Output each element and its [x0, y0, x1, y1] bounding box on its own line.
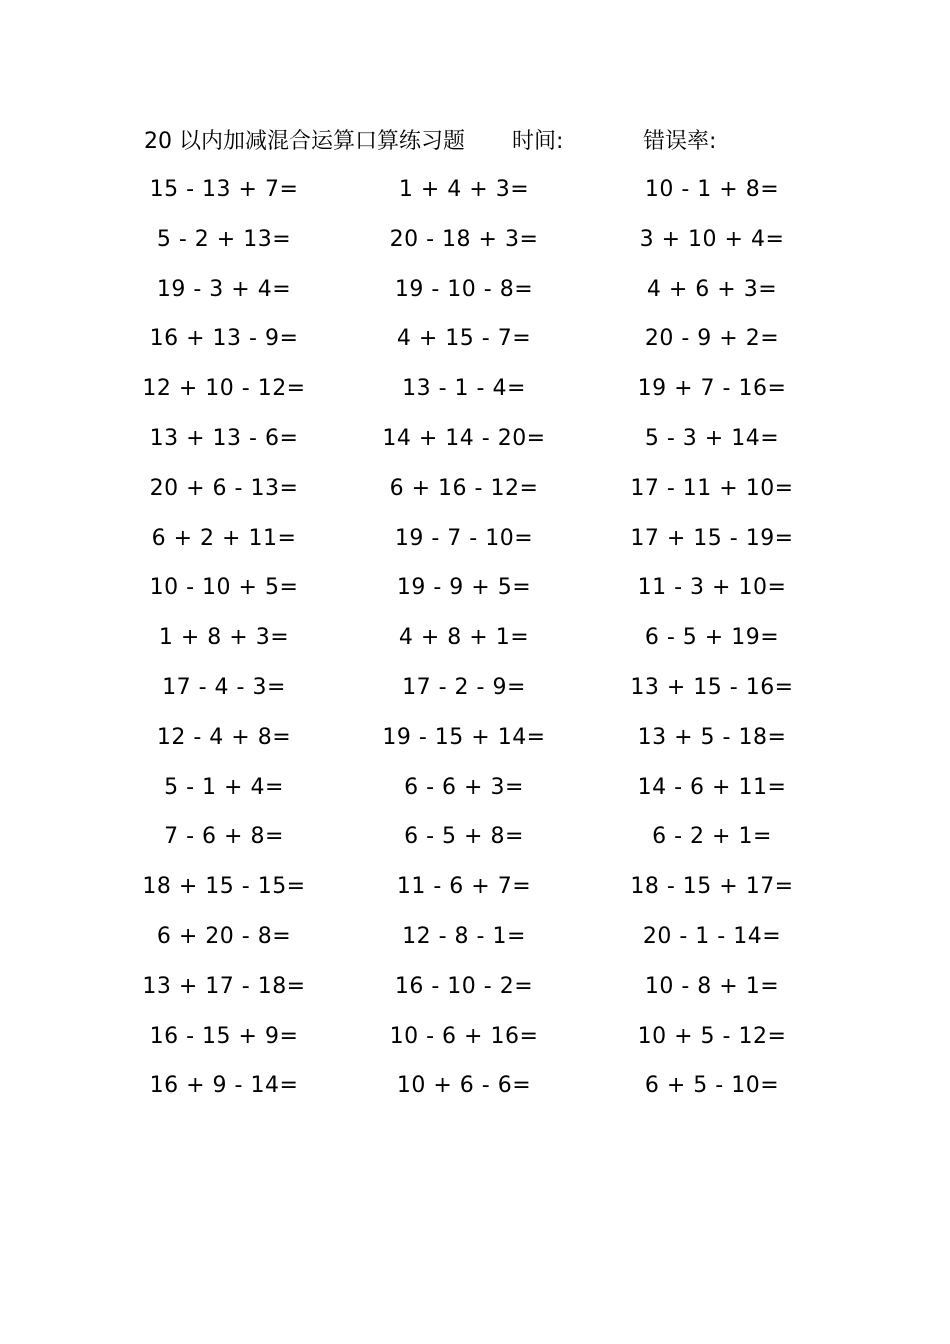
math-problem: 12 - 8 - 1=	[402, 923, 526, 949]
problem-row	[0, 369, 950, 419]
math-problem: 10 - 6 + 16=	[389, 1023, 539, 1049]
math-problem: 4 + 8 + 1=	[398, 625, 530, 651]
problem-row	[0, 220, 950, 270]
math-problem: 4 + 15 - 7=	[396, 326, 532, 352]
math-problem: 20 - 18 + 3=	[389, 226, 539, 252]
math-problem: 6 - 5 + 8=	[404, 824, 524, 850]
problem-row	[0, 270, 950, 320]
math-problem: 19 + 7 - 16=	[637, 376, 787, 402]
math-problem: 12 + 10 - 12=	[142, 376, 306, 402]
problem-row	[0, 469, 950, 519]
math-problem: 11 - 6 + 7=	[396, 874, 532, 900]
math-problem: 4 + 6 + 3=	[646, 276, 778, 302]
math-problem: 16 - 10 - 2=	[394, 973, 534, 999]
math-problem: 7 - 6 + 8=	[164, 824, 284, 850]
math-problem: 18 - 15 + 17=	[630, 874, 794, 900]
math-problem: 17 + 15 - 19=	[630, 525, 794, 551]
math-problem: 20 - 9 + 2=	[644, 326, 780, 352]
worksheet-header	[0, 124, 950, 160]
math-problem: 14 - 6 + 11=	[637, 774, 787, 800]
problem-row	[0, 967, 950, 1017]
math-problem: 13 + 17 - 18=	[142, 973, 306, 999]
problem-row	[0, 718, 950, 768]
math-problem: 1 + 4 + 3=	[398, 177, 530, 202]
math-problem: 6 - 5 + 19=	[644, 625, 780, 651]
math-problem: 13 + 5 - 18=	[637, 724, 787, 750]
problem-row	[0, 867, 950, 917]
error-rate-label: 错误率:	[643, 129, 717, 154]
math-problem: 14 + 14 - 20=	[382, 425, 546, 451]
math-problem: 18 + 15 - 15=	[142, 874, 306, 900]
problem-row	[0, 1066, 950, 1116]
math-problem: 20 + 6 - 13=	[149, 475, 299, 501]
math-problem: 13 - 1 - 4=	[402, 376, 526, 402]
math-problem: 16 - 15 + 9=	[149, 1023, 299, 1049]
problem-row	[0, 519, 950, 569]
math-problem: 10 - 1 + 8=	[644, 177, 780, 202]
problem-row	[0, 618, 950, 668]
problem-row	[0, 568, 950, 618]
problem-row	[0, 668, 950, 718]
math-problem: 6 - 2 + 1=	[652, 824, 772, 850]
math-problem: 17 - 4 - 3=	[162, 674, 286, 700]
math-problem: 5 - 1 + 4=	[164, 774, 284, 800]
problem-row	[0, 768, 950, 818]
math-problem: 11 - 3 + 10=	[637, 575, 787, 601]
math-problem: 5 - 3 + 14=	[644, 425, 780, 451]
math-problem: 16 + 13 - 9=	[149, 326, 299, 352]
problem-row	[0, 170, 950, 220]
math-problem: 19 - 3 + 4=	[156, 276, 292, 302]
math-problem: 10 - 8 + 1=	[644, 973, 780, 999]
math-problem: 12 - 4 + 8=	[156, 724, 292, 750]
math-problem: 20 - 1 - 14=	[642, 923, 782, 949]
problem-row	[0, 1017, 950, 1067]
problem-grid	[0, 170, 950, 1116]
math-problem: 10 + 5 - 12=	[637, 1023, 787, 1049]
problem-row	[0, 419, 950, 469]
math-problem: 6 + 2 + 11=	[151, 525, 297, 551]
math-problem: 19 - 9 + 5=	[396, 575, 532, 601]
math-problem: 17 - 2 - 9=	[402, 674, 526, 700]
math-problem: 19 - 15 + 14=	[382, 724, 546, 750]
math-problem: 10 - 10 + 5=	[149, 575, 299, 601]
problem-row	[0, 917, 950, 967]
math-problem: 6 - 6 + 3=	[404, 774, 524, 800]
math-problem: 13 + 15 - 16=	[630, 674, 794, 700]
math-problem: 15 - 13 + 7=	[149, 177, 299, 202]
worksheet-title: 20 以内加减混合运算口算练习题	[144, 129, 465, 154]
math-problem: 19 - 7 - 10=	[394, 525, 534, 551]
math-problem: 17 - 11 + 10=	[630, 475, 794, 501]
math-problem: 6 + 16 - 12=	[389, 475, 539, 501]
math-problem: 5 - 2 + 13=	[156, 226, 292, 252]
math-problem: 6 + 5 - 10=	[644, 1073, 780, 1099]
math-problem: 13 + 13 - 6=	[149, 425, 299, 451]
math-problem: 16 + 9 - 14=	[149, 1073, 299, 1099]
math-problem: 3 + 10 + 4=	[639, 226, 785, 252]
problem-row	[0, 817, 950, 867]
math-problem: 19 - 10 - 8=	[394, 276, 534, 302]
time-label: 时间:	[512, 129, 564, 154]
math-problem: 6 + 20 - 8=	[156, 923, 292, 949]
problem-row	[0, 319, 950, 369]
math-problem: 1 + 8 + 3=	[158, 625, 290, 651]
math-problem: 10 + 6 - 6=	[396, 1073, 532, 1099]
